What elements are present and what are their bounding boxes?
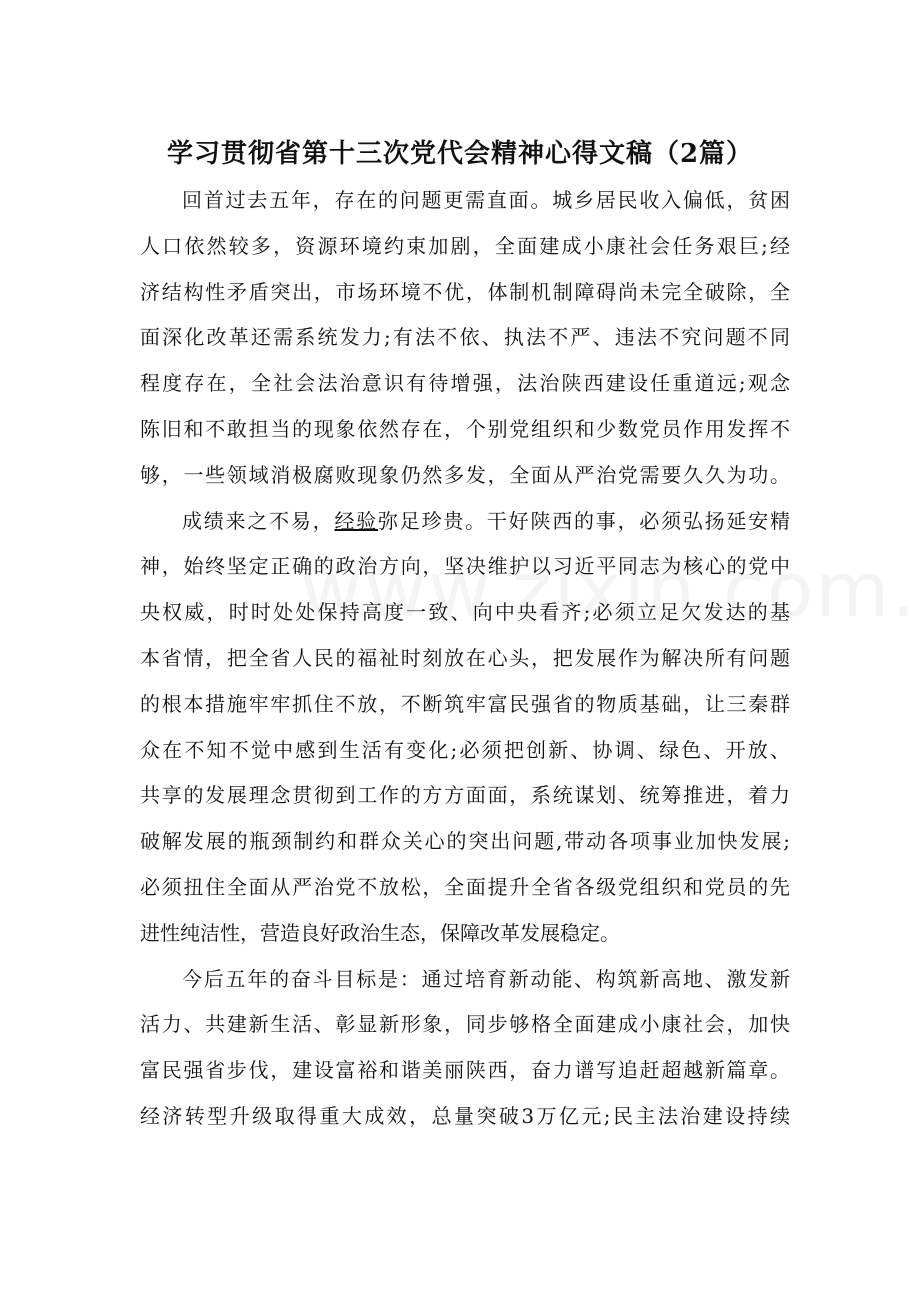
text-line: 央权威，时时处处保持高度一致、向中央看齐;必须立足欠发达的基 bbox=[140, 600, 790, 625]
text-line: 的根本措施牢牢抓住不放，不断筑牢富民强省的物质基础，让三秦群 bbox=[140, 691, 790, 716]
text-line: 进性纯洁性，营造良好政治生态，保障改革发展稳定。 bbox=[140, 920, 620, 945]
paragraph-1 bbox=[140, 178, 790, 499]
document-title: 学习贯彻省第十三次党代会精神心得文稿（2篇） bbox=[166, 139, 754, 169]
text-line: 经济转型升级取得重大成效，总量突破3万亿元;民主法治建设持续 bbox=[140, 1103, 790, 1128]
paragraph-2 bbox=[140, 499, 790, 957]
text-line: 济结构性矛盾突出，市场环境不优，体制机制障碍尚未完全破除，全 bbox=[140, 279, 790, 304]
text-run: 弥足珍贵。干好陕西的事，必须弘扬延安精 bbox=[378, 508, 791, 533]
text-line: 神，始终坚定正确的政治方向，坚决维护以习近平同志为核心的党中 bbox=[140, 554, 790, 579]
text-line: 活力、共建新生活、彰显新形象，同步够格全面建成小康社会，加快 bbox=[140, 1012, 790, 1037]
text-line: 陈旧和不敢担当的现象依然存在，个别党组织和少数党员作用发挥不 bbox=[140, 416, 790, 441]
text-line: 富民强省步伐，建设富裕和谐美丽陕西，奋力谱写追赶超越新篇章。 bbox=[140, 1058, 790, 1083]
document-body bbox=[140, 178, 790, 1140]
text-line: 回首过去五年，存在的问题更需直面。城乡居民收入偏低，贫困 bbox=[182, 188, 790, 212]
text-line: 共享的发展理念贯彻到工作的方方面面，系统谋划、统筹推进，着力 bbox=[140, 783, 790, 808]
text-line bbox=[140, 499, 790, 545]
text-line: 今后五年的奋斗目标是：通过培育新动能、构筑新高地、激发新 bbox=[182, 966, 790, 991]
text-line: 众在不知不觉中感到生活有变化;必须把创新、协调、绿色、开放、 bbox=[140, 737, 790, 762]
text-line: 本省情，把全省人民的福祉时刻放在心头，把发展作为解决所有问题 bbox=[140, 645, 790, 670]
text-run: 成绩来之不易， bbox=[182, 508, 335, 533]
text-line: 面深化改革还需系统发力;有法不依、执法不严、违法不究问题不同 bbox=[140, 325, 790, 350]
text-line: 破解发展的瓶颈制约和群众关心的突出问题,带动各项事业加快发展; bbox=[140, 829, 790, 854]
text-line: 程度存在，全社会法治意识有待增强，法治陕西建设任重道远;观念 bbox=[140, 371, 790, 396]
text-line: 必须扭住全面从严治党不放松，全面提升全省各级党组织和党员的先 bbox=[140, 874, 790, 899]
text-line: 够，一些领域消极腐败现象仍然多发，全面从严治党需要久久为功。 bbox=[140, 462, 790, 487]
paragraph-3 bbox=[140, 957, 790, 1140]
text-line: 人口依然较多，资源环境约束加剧，全面建成小康社会任务艰巨;经 bbox=[140, 233, 790, 258]
underlined-keyword: 经验 bbox=[334, 508, 379, 533]
